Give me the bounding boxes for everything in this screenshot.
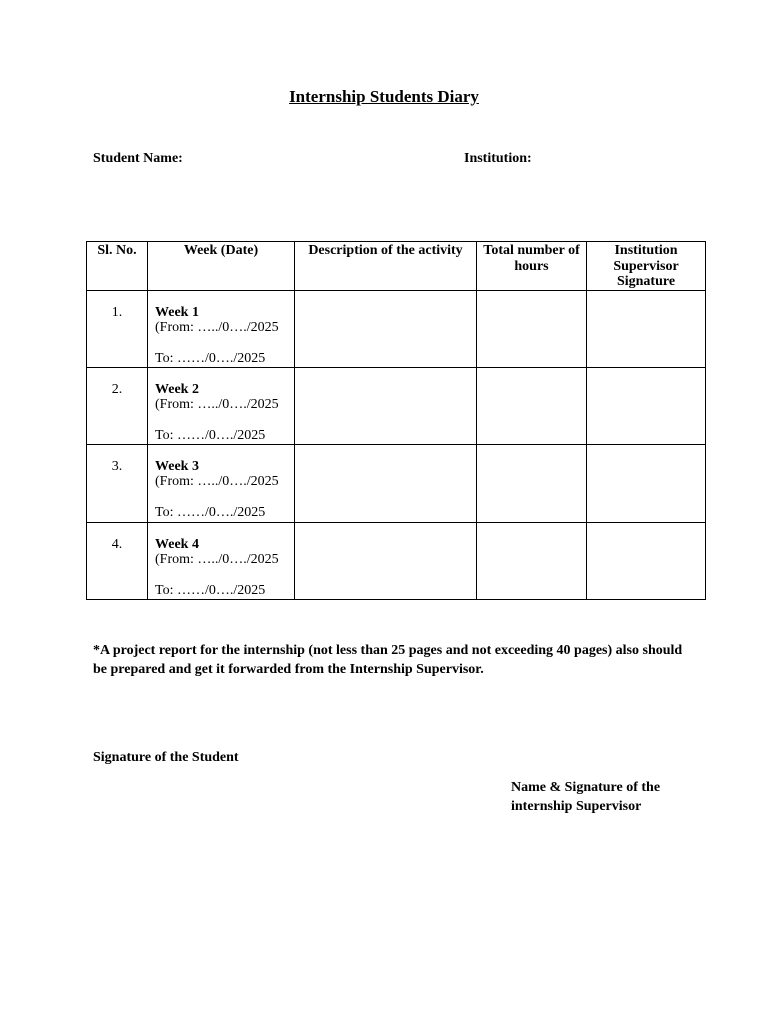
header-sl-no: Sl. No. [87, 242, 148, 291]
sl-no-cell: 4. [87, 522, 148, 599]
week-cell [148, 367, 295, 444]
signature-cell[interactable] [587, 367, 706, 444]
page-title: Internship Students Diary [289, 87, 479, 106]
sl-no-cell: 2. [87, 367, 148, 444]
week-from: (From: …../0…./2025 [155, 552, 279, 567]
table-row [87, 522, 706, 599]
institution-label: Institution: [464, 151, 532, 166]
week-label: Week 1 [155, 304, 199, 320]
week-cell [148, 290, 295, 367]
header-supervisor-signature: Institution Supervisor Signature [587, 242, 706, 291]
table-row [87, 367, 706, 444]
week-to: To: ……/0…./2025 [155, 351, 266, 366]
description-cell[interactable] [295, 290, 477, 367]
signature-cell[interactable] [587, 290, 706, 367]
signature-cell[interactable] [587, 522, 706, 599]
week-from: (From: …../0…./2025 [155, 474, 279, 489]
description-cell[interactable] [295, 522, 477, 599]
header-week-date: Week (Date) [148, 242, 295, 291]
supervisor-signature-label: Name & Signature of the internship Supervisor [511, 780, 661, 814]
week-cell [148, 522, 295, 599]
week-label: Week 2 [155, 381, 199, 397]
table-row [87, 444, 706, 522]
sl-no-cell: 3. [87, 444, 148, 522]
hours-cell[interactable] [477, 444, 587, 522]
student-signature-label: Signature of the Student [93, 750, 239, 765]
week-cell [148, 444, 295, 522]
table-row [87, 290, 706, 367]
week-label: Week 3 [155, 458, 199, 474]
week-to: To: ……/0…./2025 [155, 583, 266, 598]
project-report-note: *A project report for the internship (not less than 25 pages and not exceeding 40 pages) also should be prepared and get it forwarded from the Internship Supervisor. [93, 643, 683, 677]
hours-cell[interactable] [477, 290, 587, 367]
description-cell[interactable] [295, 367, 477, 444]
header-hours: Total number of hours [477, 242, 587, 291]
week-from: (From: …../0…./2025 [155, 397, 279, 412]
signature-cell[interactable] [587, 444, 706, 522]
week-label: Week 4 [155, 536, 199, 552]
student-name-label: Student Name: [93, 151, 183, 166]
sl-no-cell: 1. [87, 290, 148, 367]
table-header-row [87, 242, 706, 291]
hours-cell[interactable] [477, 367, 587, 444]
diary-table [86, 241, 706, 600]
hours-cell[interactable] [477, 522, 587, 599]
description-cell[interactable] [295, 444, 477, 522]
header-description: Description of the activity [295, 242, 477, 291]
week-from: (From: …../0…./2025 [155, 320, 279, 335]
week-to: To: ……/0…./2025 [155, 428, 266, 443]
week-to: To: ……/0…./2025 [155, 505, 266, 520]
